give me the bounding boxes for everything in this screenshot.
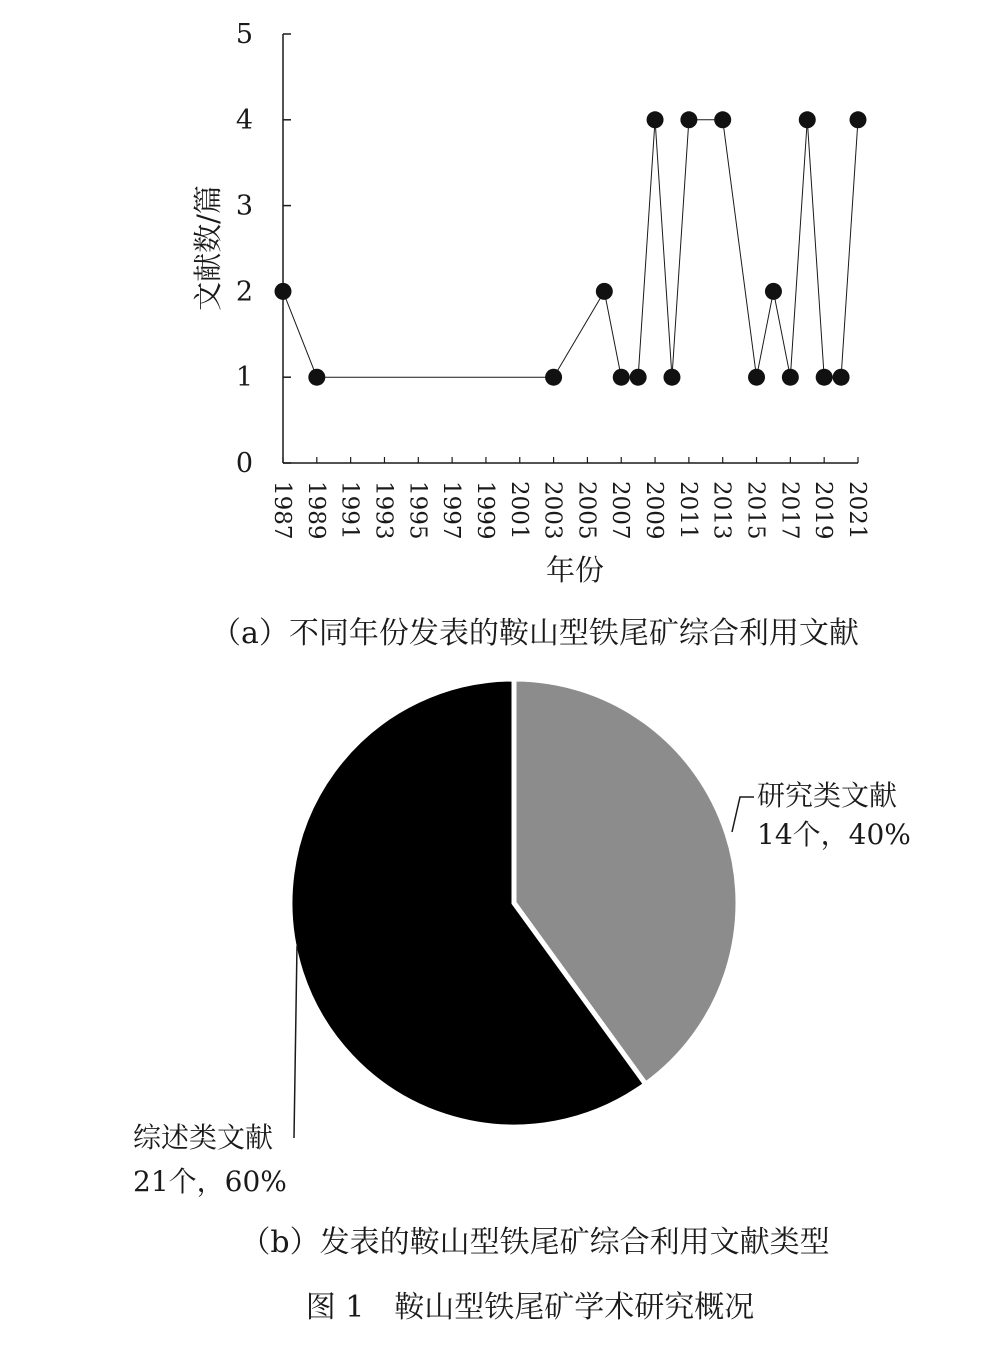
data-point [748,369,765,386]
series-line [283,120,858,377]
chart-a-caption: （a）不同年份发表的鞍山型铁尾矿综合利用文献 [211,616,859,651]
x-tick-label: 1993 [370,481,397,540]
y-tick-label: 3 [235,190,253,222]
x-tick-label: 1999 [471,481,498,540]
data-point [833,369,850,386]
slice-label-review-name: 综述类文献 [133,1121,274,1154]
slice-label-research-name: 研究类文献 [757,779,898,812]
y-tick-label: 4 [235,104,253,136]
y-tick-label: 0 [235,448,253,479]
x-tick-label: 2019 [810,481,837,540]
x-tick-label: 2021 [844,481,870,540]
pie-chart [133,679,911,1260]
data-point [782,369,799,386]
leader-line-research [732,797,754,832]
x-tick-label: 2015 [742,481,769,540]
x-tick-label: 1987 [269,481,295,540]
data-point [663,369,680,386]
x-tick-label: 2003 [539,481,566,540]
x-tick-label: 1991 [336,481,363,540]
pie-slices [290,679,738,1127]
y-tick-label: 2 [235,276,253,308]
x-tick-label: 2005 [573,481,600,540]
x-tick-label: 1989 [302,481,329,540]
data-point [545,369,562,386]
x-tick-label: 2011 [674,481,701,540]
y-tick-label: 1 [235,362,253,394]
x-tick-label: 2013 [708,481,735,540]
x-tick-label: 1997 [438,481,465,540]
x-tick-label: 1995 [404,481,431,540]
data-point [647,111,664,128]
x-axis-ticks [269,457,870,540]
data-point [850,111,867,128]
data-point [799,111,816,128]
y-axis-label: 文献数/篇 [191,185,225,311]
x-tick-label: 2007 [607,481,634,540]
x-tick-label: 2017 [776,481,803,540]
data-point [613,369,630,386]
data-point [275,283,292,300]
chart-b-caption: （b）发表的鞍山型铁尾矿综合利用文献类型 [240,1225,830,1260]
slice-label-research-value: 14个，40% [757,818,911,851]
slice-label-review-value: 21个，60% [133,1165,287,1198]
data-point [816,369,833,386]
x-axis-label: 年份 [545,553,605,587]
y-tick-label: 5 [235,19,253,50]
leader-line-review [294,946,297,1138]
data-point [765,283,782,300]
x-tick-label: 2009 [641,481,668,540]
data-point [630,369,647,386]
data-point [680,111,697,128]
line-chart [191,19,870,651]
x-tick-label: 2001 [505,481,532,540]
data-point [308,369,325,386]
data-point [596,283,613,300]
figure-caption: 图 1 鞍山型铁尾矿学术研究概况 [305,1290,755,1325]
data-points [275,111,867,385]
data-point [714,111,731,128]
